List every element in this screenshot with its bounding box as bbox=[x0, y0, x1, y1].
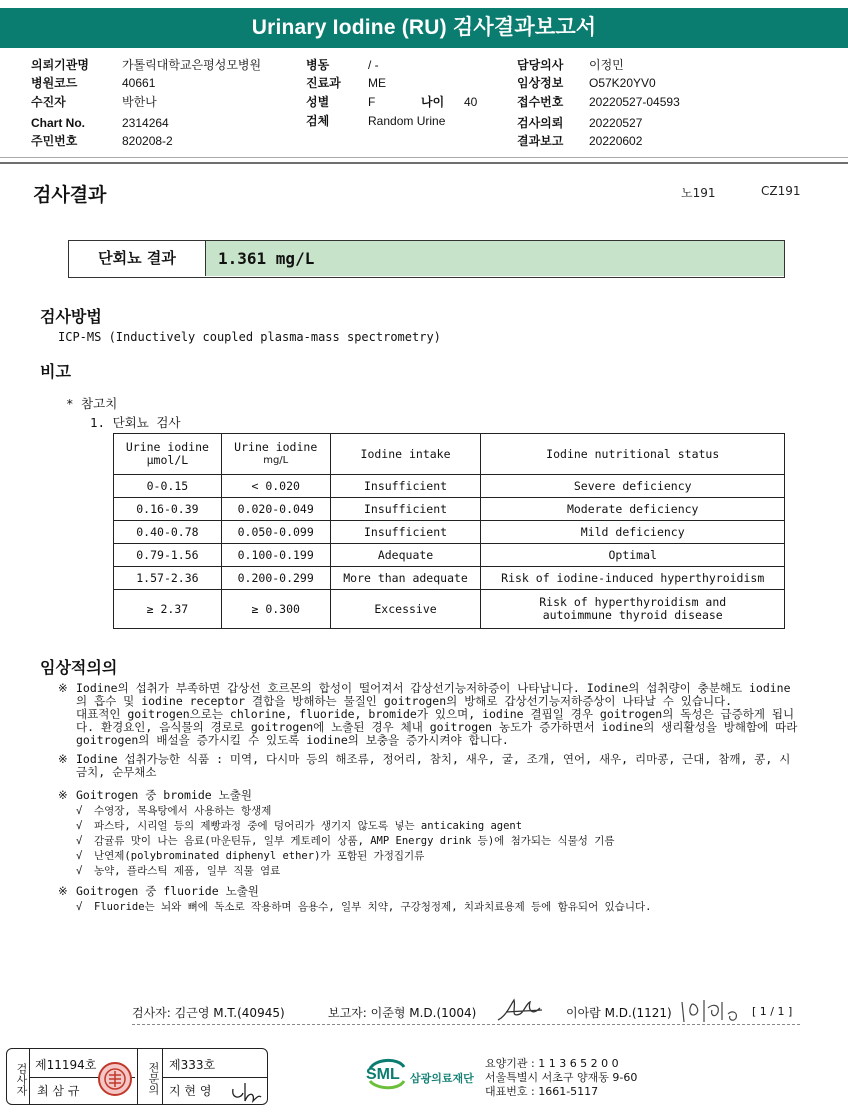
stamp-label-specialist: 전문의 bbox=[147, 1061, 160, 1095]
info-label-department: 진료과 bbox=[306, 76, 341, 90]
info-label-ward: 병동 bbox=[306, 58, 330, 72]
note-mark: ※ bbox=[58, 788, 68, 802]
info-value-department: ME bbox=[368, 76, 386, 90]
list-item: √ 수영장, 목욕탕에서 사용하는 항생제 bbox=[76, 805, 272, 817]
info-value-specimen: Random Urine bbox=[368, 114, 446, 128]
table-cell: Insufficient bbox=[330, 498, 481, 521]
info-value-patient: 박한나 bbox=[122, 95, 157, 109]
list-item: √ 감귤류 맛이 나는 음료(마운틴듀, 일부 게토레이 상품, AMP Energy drink 등)에 첨가되는 식물성 기름 bbox=[76, 835, 615, 847]
info-label-doctor: 담당의사 bbox=[517, 58, 564, 72]
table-cell: 0.020-0.049 bbox=[221, 498, 330, 521]
list-item: √ 농약, 플라스틱 제품, 일부 직물 염료 bbox=[76, 865, 281, 877]
note-mark: ※ bbox=[58, 884, 68, 898]
table-header: Urine iodine μmol/L bbox=[114, 434, 222, 475]
result-label: 단회뇨 결과 bbox=[69, 241, 206, 276]
note-mark: ※ bbox=[58, 752, 68, 766]
info-value-age: 40 bbox=[464, 95, 478, 109]
table-cell: Risk of hyperthyroidism and autoimmune thyroid disease bbox=[481, 590, 785, 629]
tester-signature: 검사자: 김근영 M.T.(40945) bbox=[132, 1006, 285, 1020]
info-label-patient: 수진자 bbox=[31, 95, 66, 109]
section-title-method: 검사방법 bbox=[40, 307, 102, 326]
info-label-request-date: 검사의뢰 bbox=[517, 116, 564, 130]
table-header: Iodine nutritional status bbox=[481, 434, 785, 475]
table-cell: Risk of iodine-induced hyperthyroidism bbox=[481, 567, 785, 590]
patient-info bbox=[0, 0, 848, 155]
test-code-2: CZ191 bbox=[761, 184, 801, 198]
table-cell: < 0.020 bbox=[221, 475, 330, 498]
section-title-remarks: 비고 bbox=[40, 362, 71, 381]
info-value-resident-no: 820208-2 bbox=[122, 134, 173, 148]
note-mark: ※ bbox=[58, 681, 68, 695]
clinical-notes bbox=[58, 682, 798, 915]
info-value-institution: 가톨릭대학교은평성모병원 bbox=[122, 58, 262, 72]
info-label-chart-no: Chart No. bbox=[31, 116, 85, 130]
handwritten-signature-3 bbox=[229, 1079, 263, 1103]
report-title: Urinary Iodine (RU) 검사결과보고서 bbox=[0, 8, 848, 48]
note-paragraph: Iodine의 섭취가 부족하면 갑상선 호르몬의 합성이 떨어져서 갑상선기능저하증이 나타납니다. Iodine의 섭취량이 충분해도 iodine의 흡수 및 iodine receptor 결합을 방해하는 물질인 goitrogen의 방해로 갑상선기능저하증상이 나타날 수 있습니다. bbox=[76, 681, 791, 708]
note-block bbox=[58, 789, 798, 802]
list-item: √ 난연제(polybrominated diphenyl ether)가 포함된 가정집기류 bbox=[76, 850, 425, 862]
seal-icon bbox=[97, 1061, 133, 1097]
info-value-report-date: 20220602 bbox=[589, 134, 643, 148]
table-row bbox=[114, 498, 785, 521]
divider bbox=[132, 1024, 800, 1025]
note-block bbox=[58, 682, 798, 747]
result-value: 1.361 mg/L bbox=[206, 241, 784, 276]
info-value-receipt-no: 20220527-04593 bbox=[589, 95, 680, 109]
specialist-name: 지 현 영 bbox=[169, 1084, 212, 1098]
table-cell: 0-0.15 bbox=[114, 475, 222, 498]
table-row bbox=[114, 475, 785, 498]
divider bbox=[0, 157, 848, 158]
org-code: 요양기관 : 1 1 3 6 5 2 0 0 bbox=[485, 1057, 619, 1070]
test-code-1: 노191 bbox=[681, 186, 716, 200]
stamp-label-tester: 검사자 bbox=[15, 1062, 28, 1096]
table-cell: ≥ 2.37 bbox=[114, 590, 222, 629]
list-item: √ 파스타, 시리얼 등의 제빵과정 중에 덩어리가 생기지 않도록 넣는 anticaking agent bbox=[76, 820, 523, 832]
table-cell: 0.050-0.099 bbox=[221, 521, 330, 544]
note-paragraph: Iodine 섭취가능한 식품 : 미역, 다시마 등의 해조류, 정어리, 참치, 새우, 굴, 조개, 연어, 새우, 리마콩, 근대, 참깨, 콩, 시금치, 순무채소 bbox=[76, 752, 791, 779]
table-header: Urine iodine mg/L bbox=[221, 434, 330, 475]
table-cell: Mild deficiency bbox=[481, 521, 785, 544]
info-value-clinical-info: O57K20YV0 bbox=[589, 76, 656, 90]
table-cell: 0.16-0.39 bbox=[114, 498, 222, 521]
reference-subtitle: 1. 단회뇨 검사 bbox=[90, 415, 181, 430]
table-header-row bbox=[114, 434, 785, 475]
info-value-hospital-code: 40661 bbox=[122, 76, 156, 90]
info-value-ward: / - bbox=[368, 58, 379, 72]
table-header: Iodine intake bbox=[330, 434, 481, 475]
reference-table bbox=[113, 433, 785, 629]
info-label-specimen: 검체 bbox=[306, 114, 330, 128]
table-cell: Excessive bbox=[330, 590, 481, 629]
info-label-hospital-code: 병원코드 bbox=[31, 76, 78, 90]
table-cell: 1.57-2.36 bbox=[114, 567, 222, 590]
table-cell: Adequate bbox=[330, 544, 481, 567]
table-cell: 0.40-0.78 bbox=[114, 521, 222, 544]
table-row bbox=[114, 544, 785, 567]
table-cell: Severe deficiency bbox=[481, 475, 785, 498]
table-cell: Moderate deficiency bbox=[481, 498, 785, 521]
table-row bbox=[114, 521, 785, 544]
page-indicator: [ 1 / 1 ] bbox=[752, 1005, 793, 1018]
tester-license-no: 제11194호 bbox=[35, 1058, 97, 1072]
info-label-institution: 의뢰기관명 bbox=[31, 58, 89, 72]
info-value-chart-no: 2314264 bbox=[122, 116, 169, 130]
sml-logo-name: 삼광의료재단 bbox=[410, 1072, 474, 1085]
info-value-doctor: 이정민 bbox=[589, 58, 624, 72]
info-label-age: 나이 bbox=[421, 95, 445, 109]
tester-name: 최 삼 규 bbox=[37, 1084, 80, 1098]
note-paragraph: 대표적인 goitrogen으로는 chlorine, fluoride, bromide가 있으며, iodine 결핍일 경우 goitrogen의 독성은 급증하게 됩니다. 환경요인, 음식물의 경로로 goitrogen에 노출된 경우 체내 goitrogen 농도가 증가하면서 iodine의 생리활성을 방해함에 따라 goitrogen의 배설을 증가시킬 수 있도록 iodine의 보충을 증가시켜야 합니다. bbox=[76, 707, 798, 747]
specialist-license-no: 제333호 bbox=[169, 1058, 216, 1072]
note-heading: Goitrogen 중 fluoride 노출원 bbox=[76, 884, 259, 898]
note-block bbox=[58, 885, 798, 898]
section-title-result: 검사결과 bbox=[33, 184, 107, 206]
table-cell: Optimal bbox=[481, 544, 785, 567]
info-value-request-date: 20220527 bbox=[589, 116, 643, 130]
org-address: 서울특별시 서초구 양재동 9-60 bbox=[485, 1071, 638, 1084]
list-item: √ Fluoride는 뇌와 뼈에 독소로 작용하며 음용수, 일부 치약, 구강청정제, 치과치료용제 등에 함유되어 있습니다. bbox=[76, 901, 652, 913]
table-cell: 0.79-1.56 bbox=[114, 544, 222, 567]
organization-info bbox=[485, 1057, 637, 1099]
note-heading: Goitrogen 중 bromide 노출원 bbox=[76, 788, 252, 802]
table-row bbox=[114, 567, 785, 590]
section-title-clinical: 임상적의의 bbox=[40, 658, 118, 677]
table-cell: More than adequate bbox=[330, 567, 481, 590]
divider bbox=[0, 162, 848, 164]
info-value-sex: F bbox=[368, 95, 376, 109]
reporter-signature-1: 보고자: 이준형 M.D.(1004) bbox=[328, 1006, 477, 1020]
table-row bbox=[114, 590, 785, 629]
certification-box bbox=[6, 1048, 268, 1105]
info-label-clinical-info: 임상정보 bbox=[517, 76, 564, 90]
info-label-resident-no: 주민번호 bbox=[31, 134, 78, 148]
info-label-receipt-no: 접수번호 bbox=[517, 95, 564, 109]
result-box bbox=[68, 240, 785, 278]
table-cell: Insufficient bbox=[330, 521, 481, 544]
table-cell: ≥ 0.300 bbox=[221, 590, 330, 629]
sml-logo-text: SML bbox=[366, 1066, 400, 1083]
handwritten-signature-2 bbox=[678, 996, 748, 1026]
table-cell: Insufficient bbox=[330, 475, 481, 498]
info-label-report-date: 결과보고 bbox=[517, 134, 564, 148]
reporter-signature-2: 이아람 M.D.(1121) bbox=[566, 1006, 672, 1020]
note-block bbox=[58, 753, 798, 779]
table-cell: 0.100-0.199 bbox=[221, 544, 330, 567]
fluoride-list bbox=[58, 900, 798, 915]
table-cell: 0.200-0.299 bbox=[221, 567, 330, 590]
handwritten-signature-1 bbox=[492, 994, 554, 1026]
bromide-list bbox=[58, 804, 798, 879]
method-text: ICP-MS (Inductively coupled plasma-mass spectrometry) bbox=[58, 330, 441, 344]
org-phone: 대표번호 : 1661-5117 bbox=[485, 1085, 599, 1098]
info-label-sex: 성별 bbox=[306, 95, 330, 109]
reference-title: * 참고치 bbox=[66, 396, 118, 411]
